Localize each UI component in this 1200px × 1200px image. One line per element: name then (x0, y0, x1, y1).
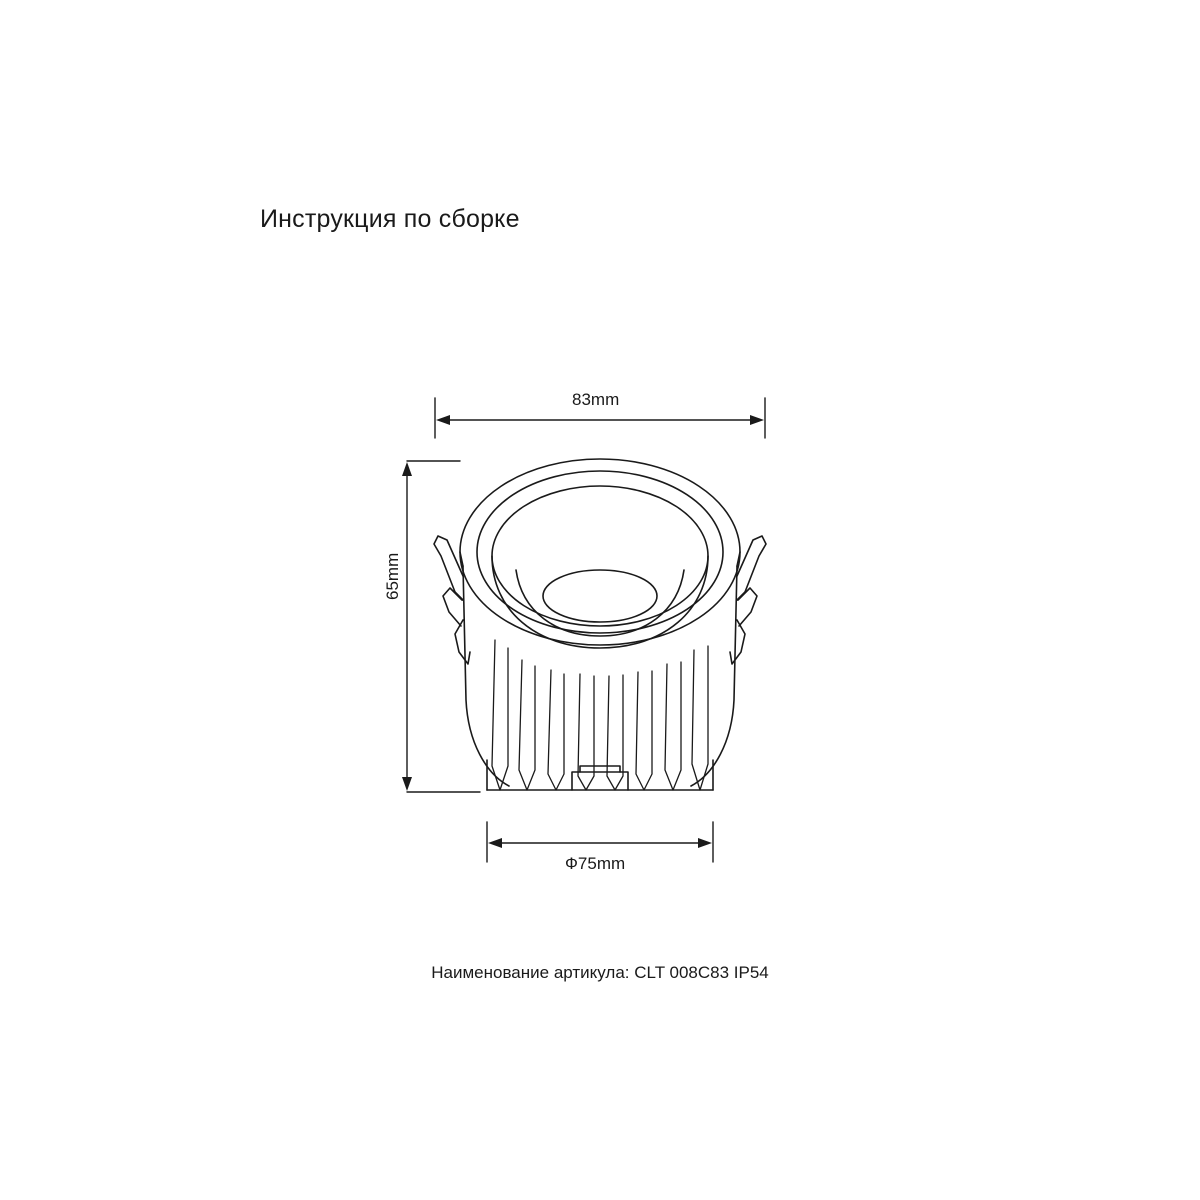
dimension-label-diameter: Ф75mm (565, 854, 626, 873)
article-caption: Наименование артикула: CLT 008C83 IP54 (431, 963, 769, 982)
luminaire-body (434, 459, 766, 790)
page-title: Инструкция по сборке (260, 205, 520, 233)
dimension-label-width: 83mm (572, 390, 620, 409)
dimension-height (402, 461, 480, 792)
dimension-label-height: 65mm (383, 552, 402, 600)
